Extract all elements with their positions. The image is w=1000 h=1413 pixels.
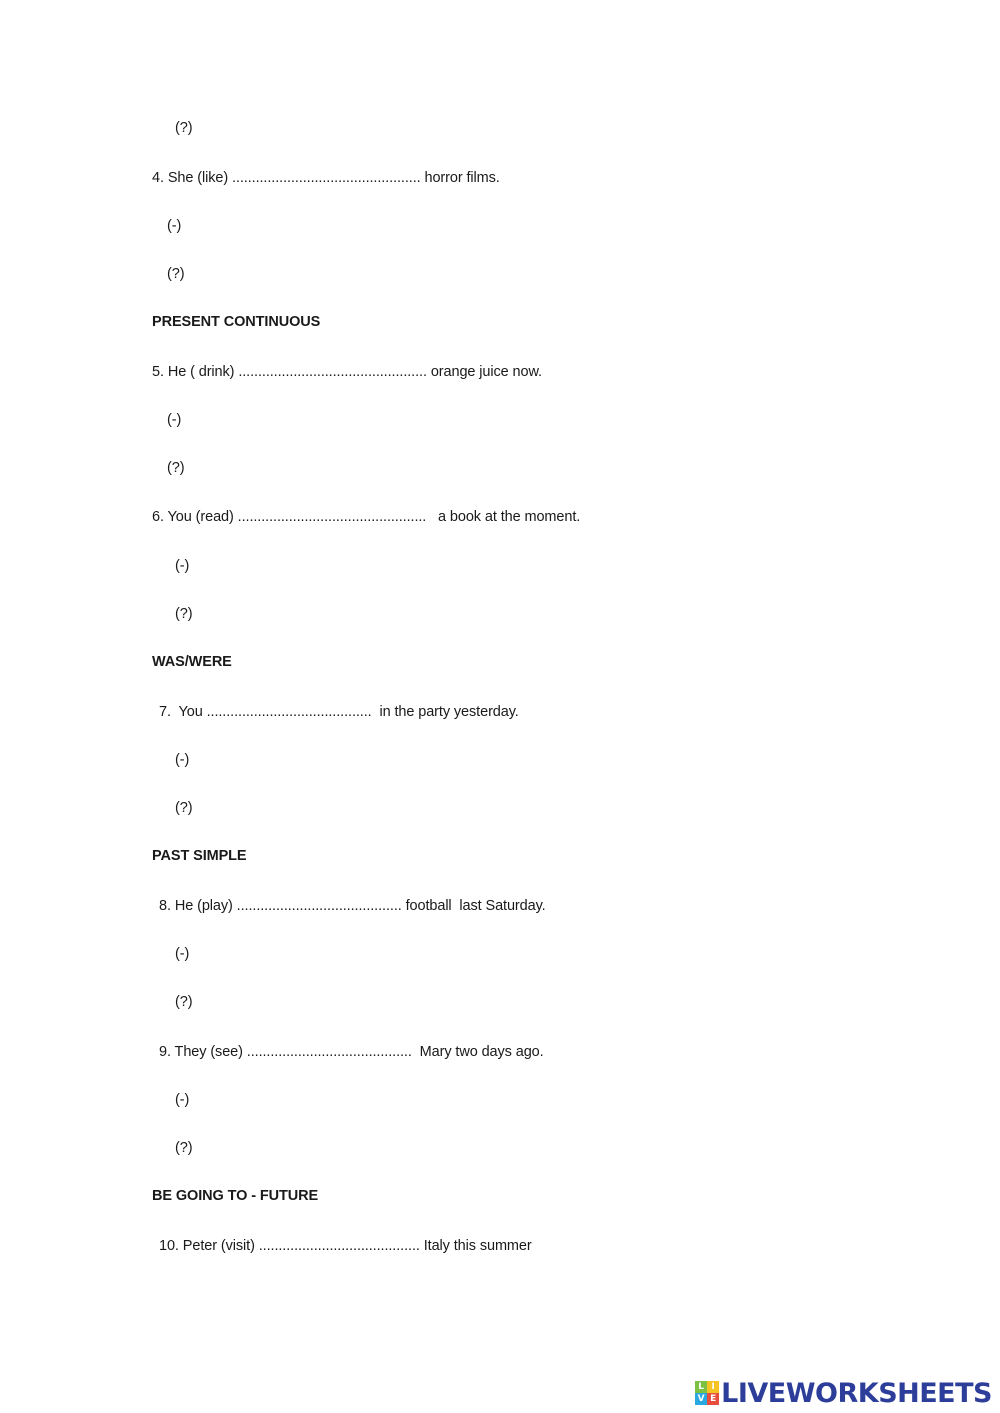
section-heading-was-were: WAS/WERE [152, 654, 232, 670]
exercise-8-question: (?) [175, 994, 193, 1010]
logo-mark-letter-e: E [707, 1393, 719, 1405]
section-heading-be-going-to: BE GOING TO - FUTURE [152, 1188, 319, 1204]
exercise-6-negative: (-) [175, 558, 190, 574]
exercise-7-question: (?) [175, 800, 193, 816]
exercise-6-sentence: 6. You (read) ................................................ a book at the moment. [152, 509, 581, 525]
exercise-4-negative: (-) [167, 218, 182, 234]
exercise-4-sentence: 4. She (like) ................................................ horror films. [152, 170, 500, 186]
exercise-9-negative: (-) [175, 1092, 190, 1108]
exercise-10-sentence: 10. Peter (visit) ......................................... Italy this summer [159, 1238, 532, 1254]
exercise-6-question: (?) [175, 606, 193, 622]
exercise-5-negative: (-) [167, 412, 182, 428]
liveworksheets-logo-text: LIVEWORKSHEETS [721, 1377, 992, 1409]
exercise-8-sentence: 8. He (play) .......................................... football last Saturday. [159, 898, 546, 914]
logo-mark-letter-i: I [707, 1381, 719, 1393]
liveworksheets-logo[interactable] [695, 1378, 992, 1408]
section-heading-past-simple: PAST SIMPLE [152, 848, 247, 864]
exercise-8-negative: (-) [175, 946, 190, 962]
exercise-9-question: (?) [175, 1140, 193, 1156]
exercise-5-sentence: 5. He ( drink) ................................................ orange juice now. [152, 364, 542, 380]
exercise-5-question: (?) [167, 460, 185, 476]
exercise-7-sentence: 7. You .......................................... in the party yesterday. [159, 704, 519, 720]
logo-mark-letter-l: L [695, 1381, 707, 1393]
logo-mark-letter-v: V [695, 1393, 707, 1405]
liveworksheets-logo-icon [695, 1381, 719, 1405]
exercise-9-sentence: 9. They (see) .......................................... Mary two days ago. [159, 1044, 544, 1060]
exercise-4-question: (?) [167, 266, 185, 282]
question-mark-line-3: (?) [175, 120, 193, 136]
section-heading-present-continuous: PRESENT CONTINUOUS [152, 314, 321, 330]
exercise-7-negative: (-) [175, 752, 190, 768]
